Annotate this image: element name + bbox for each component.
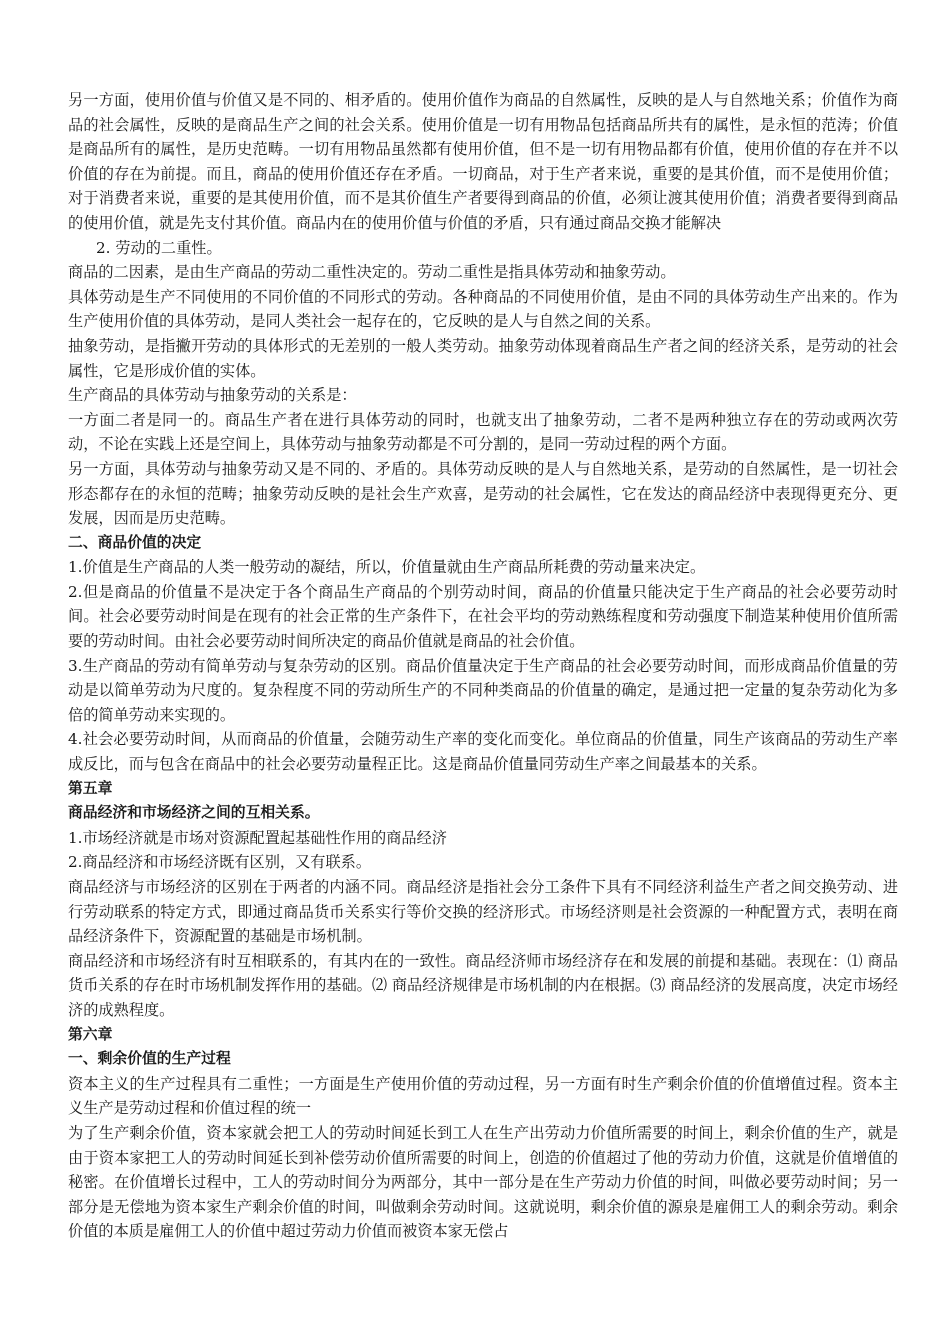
section-heading: 二、商品价值的决定 [68,533,202,551]
paragraph: 2. 劳动的二重性。 [96,238,222,257]
section-heading: 一、剩余价值的生产过程 [68,1050,231,1068]
paragraph: 具体劳动是生产不同使用的不同价值的不同形式的劳动。各种商品的不同使用价值，是由不同的具体劳动生产出来的。作为生产使用价值的具体劳动，是同人类社会一起存在的，它反映的是人与自然之间的关系。 [68,287,898,331]
paragraph: 2.商品经济和市场经济既有区别，又有联系。 [68,853,372,872]
section-heading: 商品经济和市场经济之间的互相关系。 [68,804,320,822]
paragraph: 1.市场经济就是市场对资源配置起基础性作用的商品经济 [68,828,447,847]
paragraph: 抽象劳动，是指撇开劳动的具体形式的无差别的一般人类劳动。抽象劳动体现着商品生产者之间的经济关系，是劳动的社会属性，它是形成价值的实体。 [68,336,898,380]
paragraph: 商品的二因素，是由生产商品的劳动二重性决定的。劳动二重性是指具体劳动和抽象劳动。 [68,263,676,282]
document-page [68,88,898,1244]
paragraph: 4.社会必要劳动时间，从而商品的价值量，会随劳动生产率的变化而变化。单位商品的价值量，同生产该商品的劳动生产率成反比，而与包含在商品中的社会必要劳动量程正比。这是商品价值量同劳动生产率之间最基本的关系。 [68,730,898,774]
paragraph: 另一方面，具体劳动与抽象劳动又是不同的、矛盾的。具体劳动反映的是人与自然地关系，是劳动的自然属性，是一切社会形态都存在的永恒的范畴；抽象劳动反映的是社会生产欢喜，是劳动的社会属性，它在发达的商品经济中表现得更充分、更发展，因而是历史范畴。 [68,459,898,528]
paragraph: 1.价值是生产商品的人类一般劳动的凝结，所以，价值量就由生产商品所耗费的劳动量来决定。 [68,558,706,577]
section-heading: 第六章 [68,1025,113,1043]
paragraph: 另一方面，使用价值与价值又是不同的、相矛盾的。使用价值作为商品的自然属性，反映的是人与自然地关系；价值作为商品的社会属性，反映的是商品生产之间的社会关系。使用价值是一切有用物品包括商品所共有的属性，是永恒的范涛；价值是商品所有的属性，是历史范畴。一切有用物品虽然都有使用价值，但不是一切有用物品都有价值，使用价值的存在并不以价值的存在为前提。而且，商品的使用价值还存在矛盾。一切商品，对于生产者来说，重要的是其价值，而不是使用价值；对于消费者来说，重要的是其使用价值，而不是其价值生产者要得到商品的价值，必须让渡其使用价值；消费者要得到商品的使用价值，就是先支付其价值。商品内在的使用价值与价值的矛盾，只有通过商品交换才能解决 [68,91,898,232]
paragraph: 商品经济与市场经济的区别在于两者的内涵不同。商品经济是指社会分工条件下具有不同经济利益生产者之间交换劳动、进行劳动联系的特定方式，即通过商品货币关系实行等价交换的经济形式。市场经济则是社会资源的一种配置方式，表明在商品经济条件下，资源配置的基础是市场机制。 [68,878,898,946]
paragraph: 3.生产商品的劳动有简单劳动与复杂劳动的区别。商品价值量决定于生产商品的社会必要劳动时间，而形成商品价值量的劳动是以简单劳动为尺度的。复杂程度不同的劳动所生产的不同种类商品的价值量的确定，是通过把一定量的复杂劳动化为多倍的简单劳动来实现的。 [68,656,898,724]
paragraph: 2.但是商品的价值量不是决定于各个商品生产商品的个别劳动时间，商品的价值量只能决定于生产商品的社会必要劳动时间。社会必要劳动时间是在现有的社会正常的生产条件下，在社会平均的劳动熟练程度和劳动强度下制造某种使用价值所需要的劳动时间。由社会必要劳动时间所决定的商品价值就是商品的社会价值。 [68,582,898,651]
section-heading: 第五章 [68,779,113,797]
paragraph: 一方面二者是同一的。商品生产者在进行具体劳动的同时，也就支出了抽象劳动，二者不是两种独立存在的劳动或两次劳动，不论在实践上还是空间上，具体劳动与抽象劳动都是不可分割的，是同一劳动过程的两个方面。 [68,410,898,454]
paragraph: 商品经济和市场经济有时互相联系的，有其内在的一致性。商品经济师市场经济存在和发展的前提和基础。表现在：⑴ 商品货币关系的存在时市场机制发挥作用的基础。⑵ 商品经济规律是市场机制的内在根据。⑶ 商品经济的发展高度，决定市场经济的成熟程度。 [68,951,898,1019]
paragraph: 生产商品的具体劳动与抽象劳动的关系是： [68,386,357,405]
paragraph: 为了生产剩余价值，资本家就会把工人的劳动时间延长到工人在生产出劳动力价值所需要的时间上，剩余价值的生产，就是由于资本家把工人的劳动时间延长到补偿劳动价值所需要的时间上，创造的价值超过了他的劳动力价值，这就是价值增值的秘密。在价值增长过程中，工人的劳动时间分为两部分，其中一部分是在生产劳动力价值的时间，叫做必要劳动时间；另一部分是无偿地为资本家生产剩余价值的时间，叫做剩余劳动时间。这就说明，剩余价值的源泉是雇佣工人的剩余劳动。剩余价值的本质是雇佣工人的价值中超过劳动力价值而被资本家无偿占 [68,1123,898,1241]
paragraph: 资本主义的生产过程具有二重性；一方面是生产使用价值的劳动过程，另一方面有时生产剩余价值的价值增值过程。资本主义生产是劳动过程和价值过程的统一 [68,1074,898,1118]
